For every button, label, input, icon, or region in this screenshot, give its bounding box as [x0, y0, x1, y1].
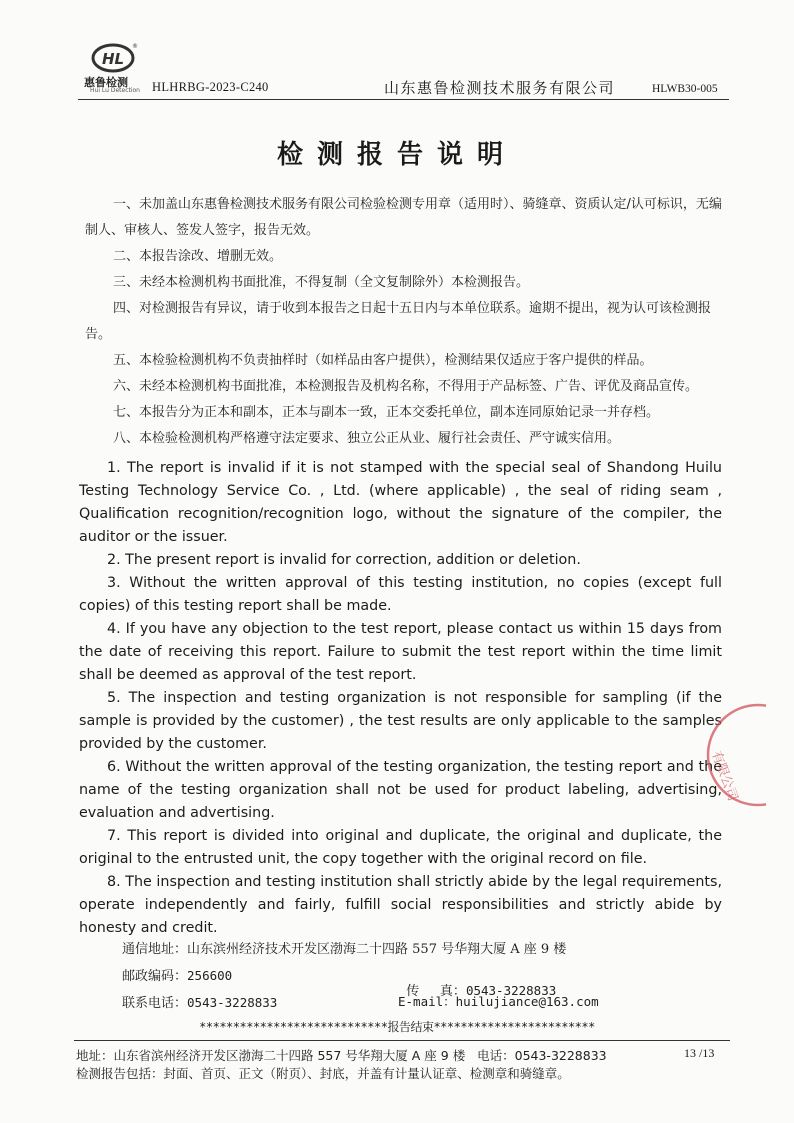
phone-label: 联系电话： — [122, 996, 188, 1011]
address-row — [122, 938, 566, 957]
email-label: E-mail： — [398, 994, 456, 1009]
postcode-label: 邮政编码： — [122, 969, 188, 984]
en-item-8: 8. The inspection and testing institution shall strictly abide by the legal requirements, operate independently and fairly, fulfill social responsibilities and strictly abide by honesty and credit. — [79, 874, 722, 936]
fax-value: 0543-3228833 — [465, 983, 557, 998]
company-seal — [676, 700, 766, 810]
zh-item-3: 三、未经本检测机构书面批准，不得复制（全文复制除外）本检测报告。 — [113, 275, 530, 290]
logo-text: 惠鲁检测 — [84, 76, 128, 89]
address-label: 通信地址： — [122, 942, 188, 957]
footer-address: 地址：山东省滨州经济开发区渤海二十四路 557 号华翔大厦 A 座 9 楼 电话：0543-3228833 — [76, 1048, 607, 1063]
zh-item-8: 八、本检验检测机构严格遵守法定要求、独立公正从业、履行社会责任、严守诚实信用。 — [113, 431, 621, 446]
zh-item-1: 一、未加盖山东惠鲁检测技术服务有限公司检验检测专用章（适用时）、骑缝章、资质认定/认可标识，无编制人、审核人、签发人签字，报告无效。 — [85, 197, 722, 238]
en-item-2: 2. The present report is invalid for correction, addition or deletion. — [107, 552, 581, 568]
phone-value: 0543-3228833 — [187, 995, 278, 1010]
zh-item-2: 二、本报告涂改、增删无效。 — [113, 249, 283, 264]
email-value: huilujiance@163.com — [455, 994, 599, 1009]
header-divider — [78, 99, 729, 100]
page-number: 13 /13 — [684, 1046, 715, 1060]
end-of-report-line: ****************************报告结束************************ — [199, 1020, 595, 1034]
page-title: 检测报告说明 — [276, 140, 517, 170]
en-item-7: 7. This report is divided into original and duplicate, the original and duplicate, the original to the entrusted unit, the copy together with the original record on file. — [79, 828, 722, 867]
zh-item-7: 七、本报告分为正本和副本，正本与副本一致，正本交委托单位，副本连同原始记录一并存档。 — [113, 405, 660, 420]
footer-divider — [74, 1040, 730, 1041]
zh-item-4: 四、对检测报告有异议，请于收到本报告之日起十五日内与本单位联系。逾期不提出，视为认可该检测报告。 — [85, 301, 712, 342]
company-name: 山东惠鲁检测技术服务有限公司 — [384, 79, 616, 97]
svg-text:HL: HL — [102, 50, 125, 68]
en-item-5: 5. The inspection and testing organization is not responsible for sampling (if the sample is provided by the customer) , the test results are only applicable to the samples provided by the customer. — [79, 690, 722, 752]
svg-text:®: ® — [132, 43, 138, 50]
en-item-3: 3. Without the written approval of this testing institution, no copies (except full copies) of this testing report shall be made. — [79, 575, 722, 614]
zh-item-5: 五、本检验检测机构不负责抽样时（如样品由客户提供），检测结果仅适应于客户提供的样品。 — [113, 353, 653, 368]
postcode-row — [122, 965, 232, 984]
en-item-4: 4. If you have any objection to the test report, please contact us within 15 days from the date of receiving this report. Failure to submit the test report within the time limit shall be deemed as approval of the test report. — [79, 621, 722, 683]
logo-subtext: Hui Lu Detection — [90, 87, 140, 94]
svg-text:有限公司: 有限公司 — [708, 749, 741, 804]
report-number: HLHRBG-2023-C240 — [152, 80, 269, 94]
zh-item-6: 六、未经本检测机构书面批准，本检测报告及机构名称，不得用于产品标签、广告、评优及商品宣传。 — [113, 379, 699, 394]
en-item-1: 1. The report is invalid if it is not stamped with the special seal of Shandong Huilu Testing Technology Service Co. , Ltd. (where applicable) , the seal of riding seam , Qualification recognition/recognition logo, without the signature of the compiler, the auditor or the issuer. — [79, 460, 722, 545]
form-number: HLWB30-005 — [652, 83, 718, 95]
email-row — [398, 992, 599, 1010]
phone-row — [122, 992, 277, 1011]
address-value: 山东滨州经济技术开发区渤海二十四路 557 号华翔大厦 A 座 9 楼 — [187, 942, 567, 957]
postcode-value: 256600 — [187, 968, 233, 983]
en-statement-list — [79, 457, 722, 940]
en-item-6: 6. Without the written approval of the testing organization, the testing report and the name of the testing organization shall not be used for product labeling, advertising, evaluation and advertising. — [79, 759, 722, 821]
fax-label: 传 真： — [406, 984, 466, 999]
zh-statement-list — [85, 192, 725, 452]
footer-contents: 检测报告包括：封面、首页、正文（附页）、封底，并盖有计量认证章、检测章和骑缝章。 — [76, 1066, 570, 1081]
